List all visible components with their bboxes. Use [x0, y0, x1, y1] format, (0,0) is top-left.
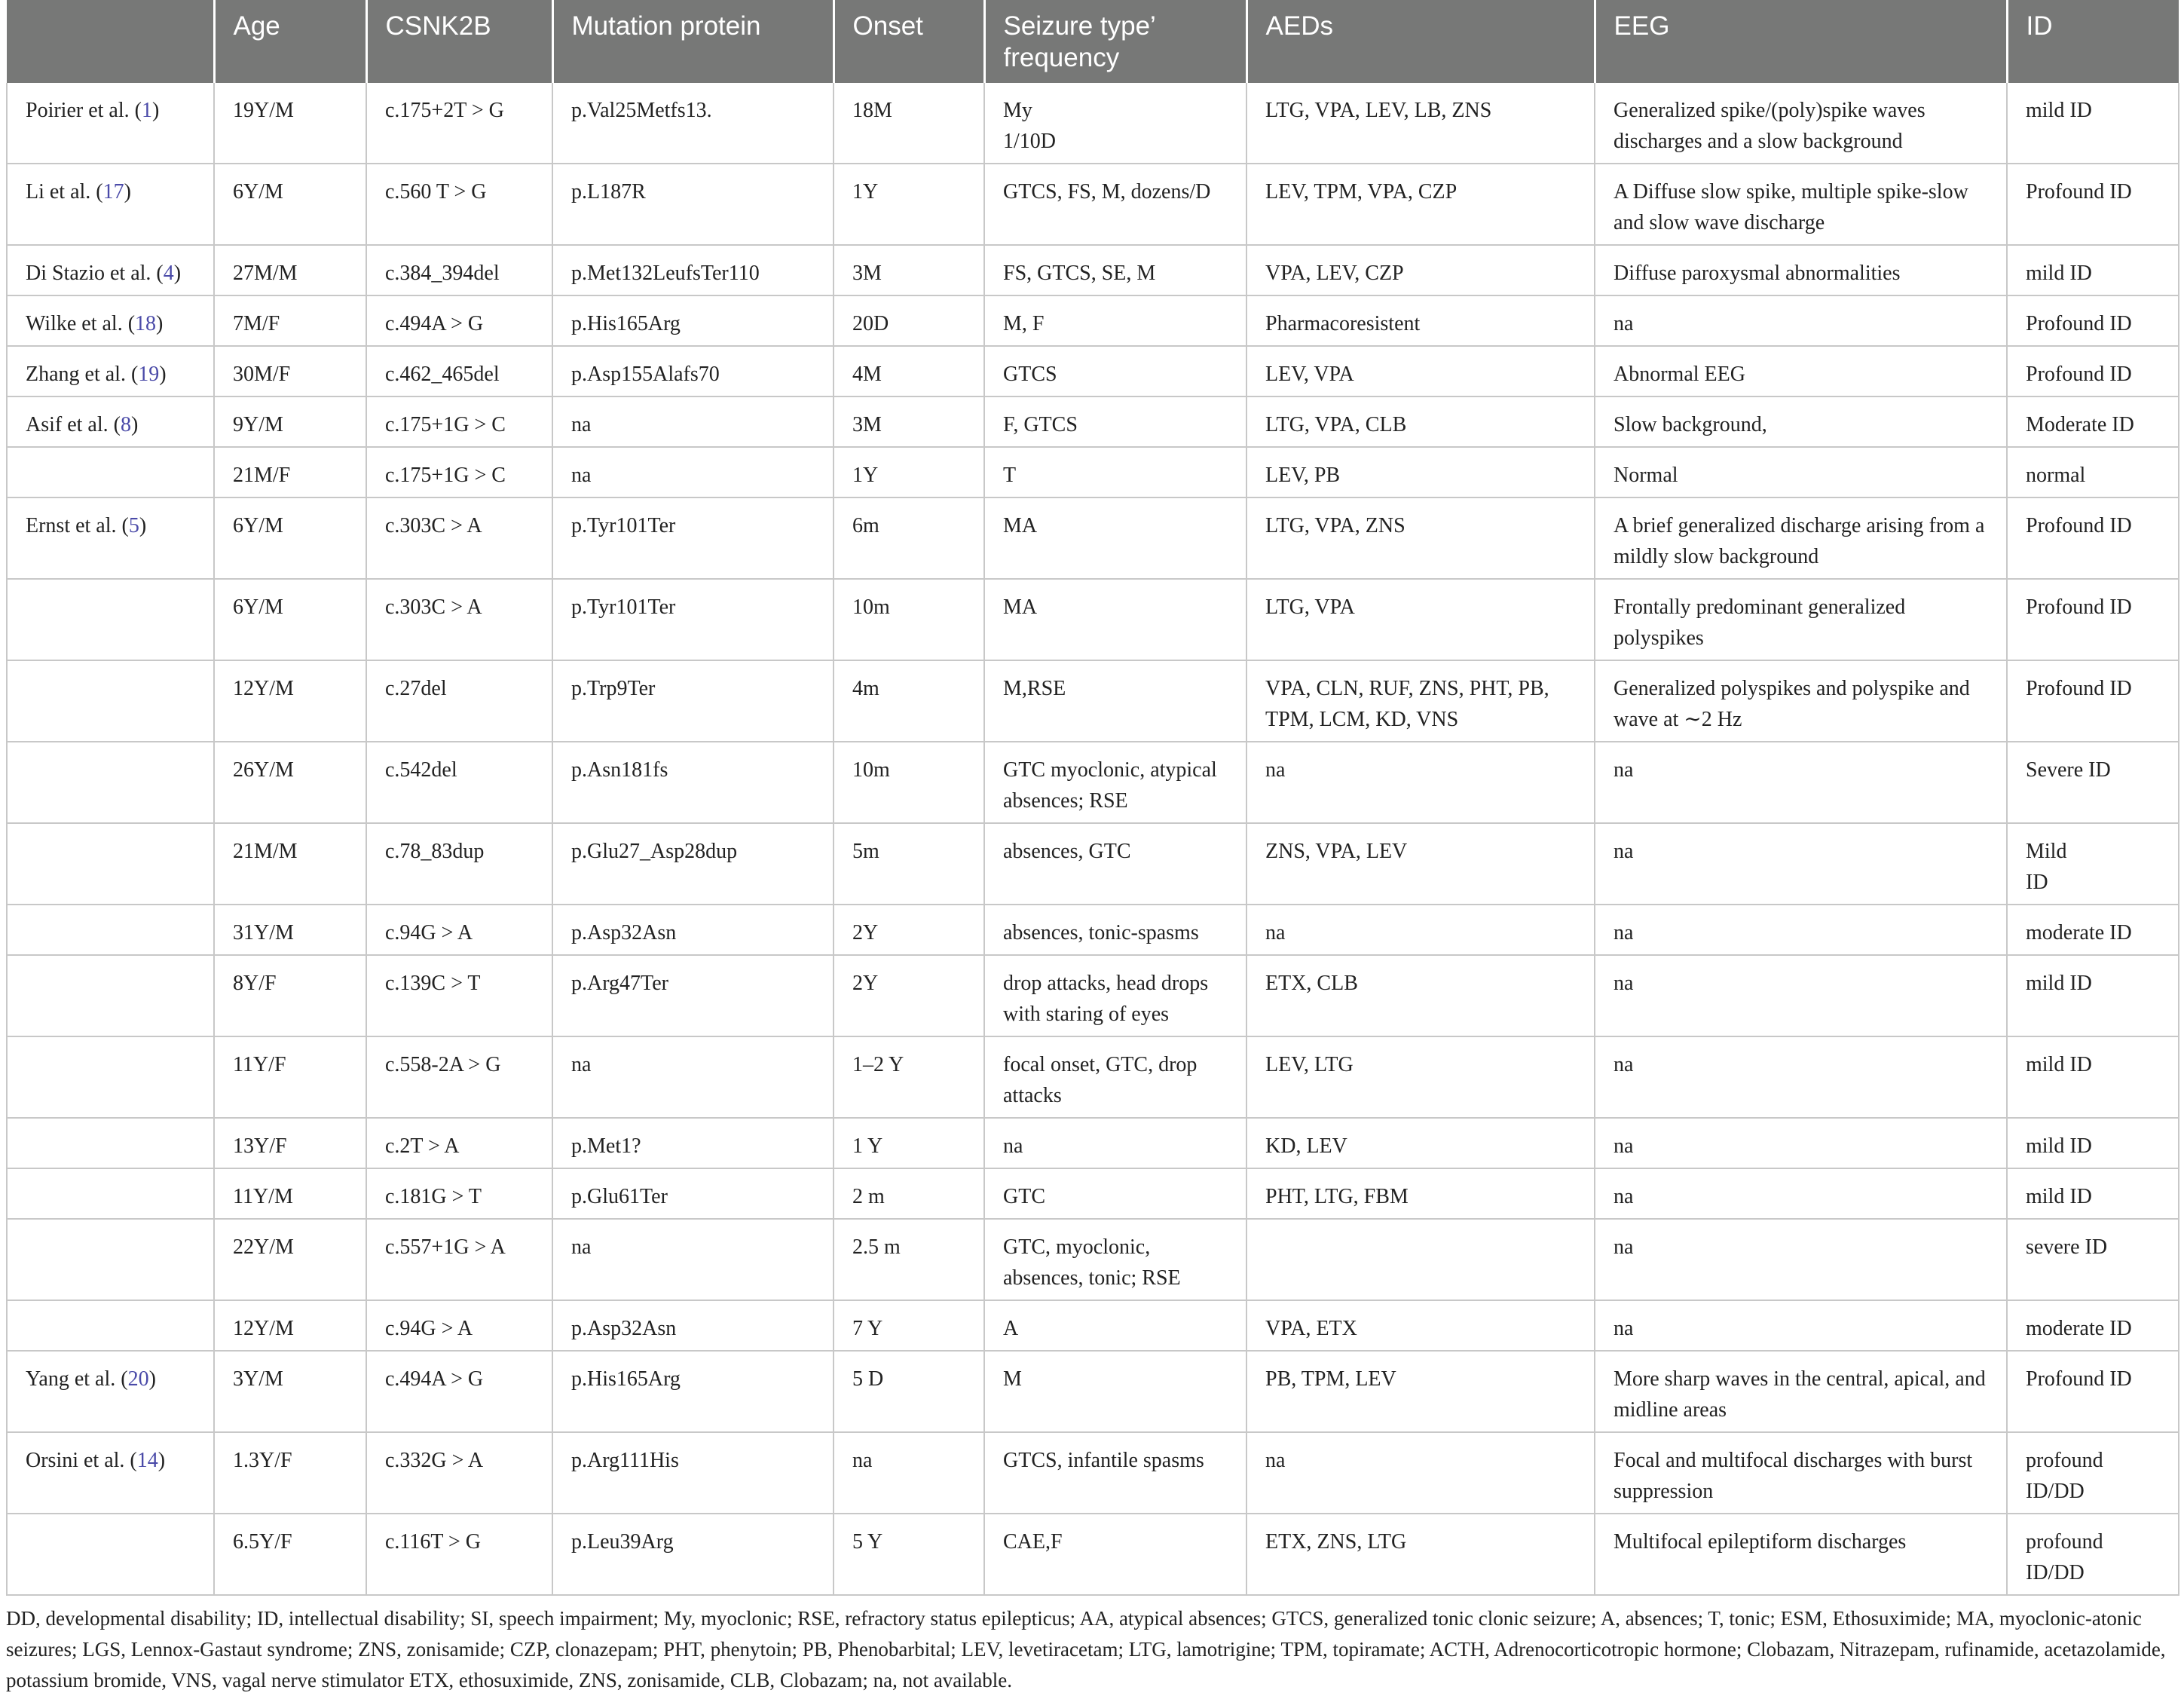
reference-link[interactable]: 17 — [102, 180, 124, 204]
csnk2b-cell: c.303C > A — [366, 579, 552, 660]
table-row — [7, 1036, 2179, 1118]
table-row — [7, 579, 2179, 660]
id-cell: Mild ID — [2007, 823, 2179, 905]
table-row — [7, 660, 2179, 742]
age-cell: 12Y/M — [214, 660, 366, 742]
reference-close-paren: ) — [158, 1449, 166, 1472]
id-cell: mild ID — [2007, 1036, 2179, 1118]
eeg-cell: na — [1595, 1168, 2007, 1219]
mutation-protein-cell: p.His165Arg — [552, 1351, 834, 1432]
study-cell — [7, 1300, 214, 1351]
study-name: Orsini et al. ( — [26, 1449, 137, 1472]
seizure-type-cell: MA — [984, 579, 1246, 660]
mutation-protein-cell: p.Val25Metfs13. — [552, 83, 834, 164]
study-cell — [7, 1168, 214, 1219]
age-cell: 26Y/M — [214, 742, 366, 823]
age-cell: 22Y/M — [214, 1219, 366, 1300]
reference-close-paren: ) — [173, 262, 182, 285]
id-cell: Profound ID — [2007, 579, 2179, 660]
csnk2b-cell: c.116T > G — [366, 1514, 552, 1595]
id-cell: mild ID — [2007, 83, 2179, 164]
id-cell: Profound ID — [2007, 164, 2179, 245]
age-cell: 11Y/F — [214, 1036, 366, 1118]
reference-link[interactable]: 18 — [135, 312, 157, 335]
seizure-type-cell: T — [984, 447, 1246, 497]
age-cell: 21M/F — [214, 447, 366, 497]
study-cell — [7, 1351, 214, 1432]
id-cell: moderate ID — [2007, 1300, 2179, 1351]
study-cell — [7, 245, 214, 295]
seizure-type-cell: GTCS, FS, M, dozens/D — [984, 164, 1246, 245]
onset-cell: 18M — [834, 83, 984, 164]
aeds-cell — [1246, 1219, 1595, 1300]
reference-link[interactable]: 1 — [141, 99, 152, 122]
seizure-type-cell: FS, GTCS, SE, M — [984, 245, 1246, 295]
csnk2b-cell: c.560 T > G — [366, 164, 552, 245]
onset-cell: 10m — [834, 579, 984, 660]
study-cell — [7, 1514, 214, 1595]
onset-cell: 2Y — [834, 905, 984, 955]
age-cell: 6Y/M — [214, 579, 366, 660]
eeg-cell: Frontally predominant generalized polyspikes — [1595, 579, 2007, 660]
age-cell: 30M/F — [214, 346, 366, 396]
table-row — [7, 1514, 2179, 1595]
onset-cell: 7 Y — [834, 1300, 984, 1351]
mutation-protein-cell: p.Asp32Asn — [552, 905, 834, 955]
reference-close-paren: ) — [148, 1367, 156, 1391]
eeg-cell: na — [1595, 1300, 2007, 1351]
aeds-cell: LEV, TPM, VPA, CZP — [1246, 164, 1595, 245]
onset-cell: 3M — [834, 245, 984, 295]
seizure-type-cell: GTCS, infantile spasms — [984, 1432, 1246, 1514]
study-name: Li et al. ( — [26, 180, 103, 204]
id-cell: mild ID — [2007, 1118, 2179, 1168]
reference-link[interactable]: 8 — [120, 413, 131, 436]
reference-close-paren: ) — [159, 363, 167, 386]
seizure-type-cell: M — [984, 1351, 1246, 1432]
aeds-cell: ZNS, VPA, LEV — [1246, 823, 1595, 905]
onset-cell: 2.5 m — [834, 1219, 984, 1300]
table-footnote: DD, developmental disability; ID, intellectual disability; SI, speech impairment; My, myoclonic; RSE, refractory status epilepticus; AA, atypical absences; GTCS, generalized tonic clonic seizure; A, absences; T, tonic; ESM, Ethosuximide; MA, myoclonic-atonic seizures; LGS, Lennox-Gastaut syndrome; ZNS, zonisamide; CZP, clonazepam; PHT, phenytoin; PB, Phenobarbital; LEV, levetiracetam; LTG, lamotrigine; TPM, topiramate; ACTH, Adrenocorticotropic hormone; Clobazam, Nitrazepam, rufinamide, acetazolamide, potassium bromide, VNS, vagal nerve stimulator ETX, ethosuximide, ZNS, zonisamide, CLB, Clobazam; na, not available. — [6, 1607, 2166, 1691]
csnk2b-cell: c.175+1G > C — [366, 447, 552, 497]
id-cell: Profound ID — [2007, 1351, 2179, 1432]
table-row — [7, 295, 2179, 346]
csnk2b-cell: c.175+1G > C — [366, 396, 552, 447]
mutation-protein-cell: p.Trp9Ter — [552, 660, 834, 742]
aeds-cell: ETX, ZNS, LTG — [1246, 1514, 1595, 1595]
id-cell: Moderate ID — [2007, 396, 2179, 447]
onset-cell: 1Y — [834, 447, 984, 497]
mutation-protein-cell: p.Glu27_Asp28dup — [552, 823, 834, 905]
age-cell: 12Y/M — [214, 1300, 366, 1351]
aeds-cell: LTG, VPA — [1246, 579, 1595, 660]
id-cell: normal — [2007, 447, 2179, 497]
onset-cell: na — [834, 1432, 984, 1514]
seizure-type-cell: na — [984, 1118, 1246, 1168]
seizure-type-cell: M,RSE — [984, 660, 1246, 742]
table-row — [7, 164, 2179, 245]
study-name: Zhang et al. ( — [26, 363, 139, 386]
seizure-type-cell: CAE,F — [984, 1514, 1246, 1595]
mutation-protein-cell: na — [552, 396, 834, 447]
seizure-type-cell: M, F — [984, 295, 1246, 346]
header-row — [7, 0, 2179, 83]
table-row — [7, 83, 2179, 164]
aeds-cell: LTG, VPA, CLB — [1246, 396, 1595, 447]
reference-link[interactable]: 4 — [163, 262, 174, 285]
seizure-type-cell: MA — [984, 497, 1246, 579]
seizure-type-cell: GTC — [984, 1168, 1246, 1219]
table-container — [6, 0, 2178, 1696]
table-row — [7, 905, 2179, 955]
eeg-cell: Abnormal EEG — [1595, 346, 2007, 396]
table-row — [7, 955, 2179, 1036]
table-row — [7, 447, 2179, 497]
reference-close-paren: ) — [124, 180, 131, 204]
study-cell — [7, 164, 214, 245]
aeds-cell: LEV, VPA — [1246, 346, 1595, 396]
mutation-protein-cell: p.Asp32Asn — [552, 1300, 834, 1351]
mutation-protein-cell: p.L187R — [552, 164, 834, 245]
eeg-cell: na — [1595, 742, 2007, 823]
age-cell: 7M/F — [214, 295, 366, 346]
csnk2b-cell: c.494A > G — [366, 1351, 552, 1432]
header-aeds: AEDs — [1246, 0, 1595, 83]
age-cell: 31Y/M — [214, 905, 366, 955]
aeds-cell: ETX, CLB — [1246, 955, 1595, 1036]
csnk2b-cell: c.332G > A — [366, 1432, 552, 1514]
eeg-cell: More sharp waves in the central, apical, and midline areas — [1595, 1351, 2007, 1432]
eeg-cell: Multifocal epileptiform discharges — [1595, 1514, 2007, 1595]
seizure-type-cell: GTCS — [984, 346, 1246, 396]
id-cell: Profound ID — [2007, 660, 2179, 742]
csnk2b-cell: c.558-2A > G — [366, 1036, 552, 1118]
mutation-protein-cell: na — [552, 447, 834, 497]
age-cell: 21M/M — [214, 823, 366, 905]
csnk2b-cell: c.542del — [366, 742, 552, 823]
eeg-cell: Diffuse paroxysmal abnormalities — [1595, 245, 2007, 295]
id-cell: profound ID/DD — [2007, 1514, 2179, 1595]
study-name: Yang et al. ( — [26, 1367, 128, 1391]
eeg-cell: Focal and multifocal discharges with burst suppression — [1595, 1432, 2007, 1514]
mutation-protein-cell: p.Leu39Arg — [552, 1514, 834, 1595]
aeds-cell: KD, LEV — [1246, 1118, 1595, 1168]
study-name: Poirier et al. ( — [26, 99, 142, 122]
aeds-cell: LTG, VPA, LEV, LB, ZNS — [1246, 83, 1595, 164]
table-row — [7, 742, 2179, 823]
study-cell — [7, 447, 214, 497]
reference-close-paren: ) — [156, 312, 164, 335]
age-cell: 13Y/F — [214, 1118, 366, 1168]
csnk2b-cell: c.494A > G — [366, 295, 552, 346]
header-eeg: EEG — [1595, 0, 2007, 83]
eeg-cell: na — [1595, 295, 2007, 346]
mutation-protein-cell: p.Met1? — [552, 1118, 834, 1168]
study-cell — [7, 295, 214, 346]
csnk2b-cell: c.27del — [366, 660, 552, 742]
csnk2b-cell: c.139C > T — [366, 955, 552, 1036]
csnk2b-cell: c.94G > A — [366, 905, 552, 955]
onset-cell: 5 Y — [834, 1514, 984, 1595]
eeg-cell: na — [1595, 1036, 2007, 1118]
header-study — [7, 0, 214, 83]
eeg-cell: na — [1595, 905, 2007, 955]
age-cell: 6Y/M — [214, 164, 366, 245]
age-cell: 8Y/F — [214, 955, 366, 1036]
mutation-protein-cell: p.Glu61Ter — [552, 1168, 834, 1219]
mutation-protein-cell: p.Tyr101Ter — [552, 579, 834, 660]
eeg-cell: Normal — [1595, 447, 2007, 497]
eeg-cell: na — [1595, 955, 2007, 1036]
id-cell: Profound ID — [2007, 295, 2179, 346]
table-row — [7, 1168, 2179, 1219]
table-header — [7, 0, 2179, 83]
onset-cell: 1Y — [834, 164, 984, 245]
seizure-type-cell: GTC, myoclonic, absences, tonic; RSE — [984, 1219, 1246, 1300]
aeds-cell: PB, TPM, LEV — [1246, 1351, 1595, 1432]
reference-close-paren: ) — [139, 514, 147, 537]
study-cell — [7, 1118, 214, 1168]
age-cell: 11Y/M — [214, 1168, 366, 1219]
aeds-cell: PHT, LTG, FBM — [1246, 1168, 1595, 1219]
table-body — [7, 83, 2179, 1595]
csnk2b-cell: c.462_465del — [366, 346, 552, 396]
table-row — [7, 245, 2179, 295]
id-cell: severe ID — [2007, 1219, 2179, 1300]
csnk2b-cell: c.303C > A — [366, 497, 552, 579]
data-table — [6, 0, 2179, 1596]
seizure-type-cell: F, GTCS — [984, 396, 1246, 447]
onset-cell: 6m — [834, 497, 984, 579]
id-cell: profound ID/DD — [2007, 1432, 2179, 1514]
study-cell — [7, 497, 214, 579]
id-cell: Profound ID — [2007, 497, 2179, 579]
aeds-cell: na — [1246, 905, 1595, 955]
header-age: Age — [214, 0, 366, 83]
csnk2b-cell: c.175+2T > G — [366, 83, 552, 164]
seizure-type-cell: drop attacks, head drops with staring of eyes — [984, 955, 1246, 1036]
age-cell: 6.5Y/F — [214, 1514, 366, 1595]
aeds-cell: VPA, ETX — [1246, 1300, 1595, 1351]
eeg-cell: A brief generalized discharge arising from a mildly slow background — [1595, 497, 2007, 579]
table-row — [7, 1351, 2179, 1432]
table-row — [7, 1118, 2179, 1168]
id-cell: mild ID — [2007, 245, 2179, 295]
study-cell — [7, 83, 214, 164]
reference-close-paren: ) — [130, 413, 139, 436]
seizure-type-cell: absences, GTC — [984, 823, 1246, 905]
onset-cell: 3M — [834, 396, 984, 447]
id-cell: moderate ID — [2007, 905, 2179, 955]
reference-close-paren: ) — [151, 99, 160, 122]
csnk2b-cell: c.94G > A — [366, 1300, 552, 1351]
table-row — [7, 823, 2179, 905]
study-cell — [7, 742, 214, 823]
study-cell — [7, 579, 214, 660]
onset-cell: 4m — [834, 660, 984, 742]
age-cell: 19Y/M — [214, 83, 366, 164]
csnk2b-cell: c.557+1G > A — [366, 1219, 552, 1300]
study-cell — [7, 955, 214, 1036]
csnk2b-cell: c.78_83dup — [366, 823, 552, 905]
aeds-cell: LEV, LTG — [1246, 1036, 1595, 1118]
reference-link[interactable]: 5 — [128, 514, 139, 537]
header-onset: Onset — [834, 0, 984, 83]
study-cell — [7, 1036, 214, 1118]
onset-cell: 5 D — [834, 1351, 984, 1432]
seizure-type-cell: absences, tonic-spasms — [984, 905, 1246, 955]
seizure-type-cell: A — [984, 1300, 1246, 1351]
seizure-type-cell: focal onset, GTC, drop attacks — [984, 1036, 1246, 1118]
header-seizure-type: Seizure type’ frequency — [984, 0, 1246, 83]
mutation-protein-cell: na — [552, 1036, 834, 1118]
eeg-cell: Generalized spike/(poly)spike waves discharges and a slow background — [1595, 83, 2007, 164]
reference-link[interactable]: 14 — [136, 1449, 158, 1472]
csnk2b-cell: c.181G > T — [366, 1168, 552, 1219]
seizure-type-cell: GTC myoclonic, atypical absences; RSE — [984, 742, 1246, 823]
table-row — [7, 1300, 2179, 1351]
eeg-cell: na — [1595, 1219, 2007, 1300]
reference-link[interactable]: 20 — [127, 1367, 149, 1391]
aeds-cell: VPA, CLN, RUF, ZNS, PHT, PB, TPM, LCM, KD, VNS — [1246, 660, 1595, 742]
mutation-protein-cell: na — [552, 1219, 834, 1300]
id-cell: mild ID — [2007, 955, 2179, 1036]
study-cell — [7, 1219, 214, 1300]
reference-link[interactable]: 19 — [138, 363, 160, 386]
study-cell — [7, 396, 214, 447]
eeg-cell: A Diffuse slow spike, multiple spike-slow and slow wave discharge — [1595, 164, 2007, 245]
eeg-cell: na — [1595, 823, 2007, 905]
age-cell: 3Y/M — [214, 1351, 366, 1432]
mutation-protein-cell: p.Met132LeufsTer110 — [552, 245, 834, 295]
header-id: ID — [2007, 0, 2179, 83]
age-cell: 6Y/M — [214, 497, 366, 579]
table-row — [7, 396, 2179, 447]
age-cell: 1.3Y/F — [214, 1432, 366, 1514]
onset-cell: 4M — [834, 346, 984, 396]
aeds-cell: Pharmacoresistent — [1246, 295, 1595, 346]
onset-cell: 2Y — [834, 955, 984, 1036]
eeg-cell: Generalized polyspikes and polyspike and wave at ∼2 Hz — [1595, 660, 2007, 742]
id-cell: mild ID — [2007, 1168, 2179, 1219]
age-cell: 27M/M — [214, 245, 366, 295]
header-mutation-protein: Mutation protein — [552, 0, 834, 83]
aeds-cell: na — [1246, 1432, 1595, 1514]
mutation-protein-cell: p.Asn181fs — [552, 742, 834, 823]
table-row — [7, 346, 2179, 396]
study-cell — [7, 1432, 214, 1514]
mutation-protein-cell: p.Arg111His — [552, 1432, 834, 1514]
onset-cell: 5m — [834, 823, 984, 905]
aeds-cell: LTG, VPA, ZNS — [1246, 497, 1595, 579]
eeg-cell: na — [1595, 1118, 2007, 1168]
study-cell — [7, 905, 214, 955]
study-name: Asif et al. ( — [26, 413, 121, 436]
table-row — [7, 1432, 2179, 1514]
onset-cell: 1–2 Y — [834, 1036, 984, 1118]
onset-cell: 20D — [834, 295, 984, 346]
age-cell: 9Y/M — [214, 396, 366, 447]
id-cell: Profound ID — [2007, 346, 2179, 396]
onset-cell: 1 Y — [834, 1118, 984, 1168]
mutation-protein-cell: p.His165Arg — [552, 295, 834, 346]
csnk2b-cell: c.384_394del — [366, 245, 552, 295]
mutation-protein-cell: p.Asp155Alafs70 — [552, 346, 834, 396]
study-cell — [7, 346, 214, 396]
aeds-cell: VPA, LEV, CZP — [1246, 245, 1595, 295]
onset-cell: 2 m — [834, 1168, 984, 1219]
mutation-protein-cell: p.Tyr101Ter — [552, 497, 834, 579]
table-row — [7, 497, 2179, 579]
study-name: Di Stazio et al. ( — [26, 262, 164, 285]
study-name: Ernst et al. ( — [26, 514, 129, 537]
aeds-cell: LEV, PB — [1246, 447, 1595, 497]
study-cell — [7, 823, 214, 905]
header-csnk2b: CSNK2B — [366, 0, 552, 83]
study-name: Wilke et al. ( — [26, 312, 136, 335]
seizure-type-cell: My 1/10D — [984, 83, 1246, 164]
onset-cell: 10m — [834, 742, 984, 823]
study-cell — [7, 660, 214, 742]
mutation-protein-cell: p.Arg47Ter — [552, 955, 834, 1036]
id-cell: Severe ID — [2007, 742, 2179, 823]
eeg-cell: Slow background, — [1595, 396, 2007, 447]
csnk2b-cell: c.2T > A — [366, 1118, 552, 1168]
aeds-cell: na — [1246, 742, 1595, 823]
table-row — [7, 1219, 2179, 1300]
